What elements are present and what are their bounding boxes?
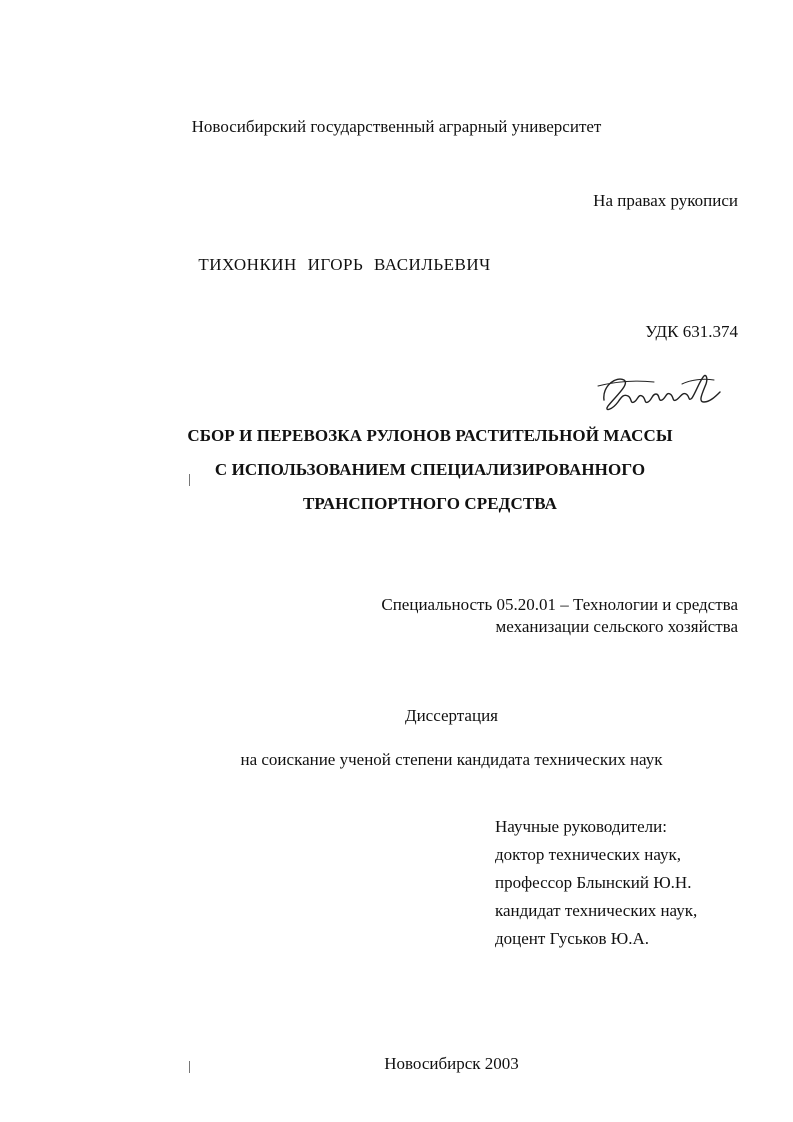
scan-mark [189, 1061, 190, 1073]
dissertation-title-line-2: С ИСПОЛЬЗОВАНИЕМ СПЕЦИАЛИЗИРОВАННОГО [214, 460, 646, 479]
advisor-1-name: профессор Блынский Ю.Н. [495, 873, 692, 892]
university-name: Новосибирский государственный аграрный университет [191, 117, 602, 136]
document-type: Диссертация [404, 706, 498, 725]
dissertation-title-line-1: СБОР И ПЕРЕВОЗКА РУЛОНОВ РАСТИТЕЛЬНОЙ МАССЫ [187, 426, 673, 445]
degree-purpose: на соискание ученой степени кандидата технических наук [240, 750, 663, 769]
advisor-2-name: доцент Гуськов Ю.А. [495, 929, 649, 948]
advisors-heading: Научные руководители: [495, 817, 667, 836]
specialty-line-1: Специальность 05.20.01 – Технологии и средства [381, 595, 738, 614]
author-name: ТИХОНКИН ИГОРЬ ВАСИЛЬЕВИЧ [198, 255, 491, 274]
rights-notice: На правах рукописи [593, 191, 738, 210]
advisor-2-degree: кандидат технических наук, [495, 901, 698, 920]
scientific-advisors [495, 813, 697, 953]
dissertation-title-line-3: ТРАНСПОРТНОГО СРЕДСТВА [302, 494, 558, 513]
scan-mark [189, 474, 190, 486]
udk-code: УДК 631.374 [645, 322, 738, 341]
advisor-1-degree: доктор технических наук, [495, 845, 682, 864]
signature-icon [594, 366, 724, 414]
city-year: Новосибирск 2003 [384, 1054, 519, 1073]
specialty-line-2: механизации сельского хозяйства [495, 617, 738, 636]
